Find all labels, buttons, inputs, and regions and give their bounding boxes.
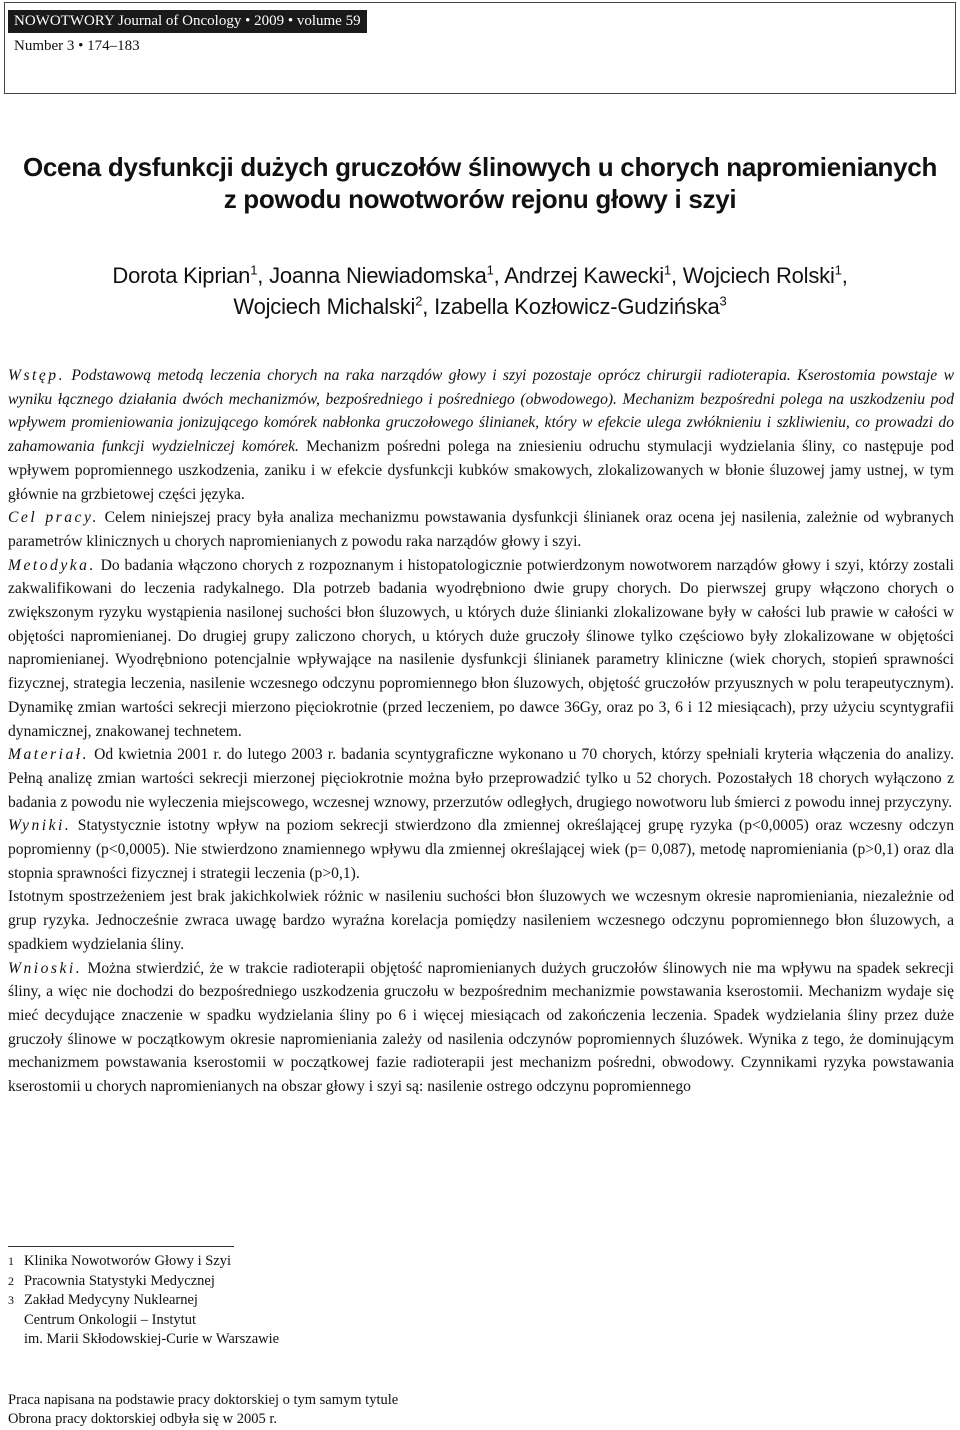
section-label: Wyniki.	[8, 817, 72, 835]
author-affiliation: 1	[250, 262, 258, 278]
thesis-note-line: Praca napisana na podstawie pracy doktorskiej o tym samym tytule	[8, 1392, 399, 1408]
author-separator: ,	[257, 263, 270, 288]
title-line-1: Ocena dysfunkcji dużych gruczołów ślinowych u chorych napromienianych	[22, 152, 938, 182]
footnote-text: Zakład Medycyny Nuklearnej	[24, 1292, 198, 1309]
section-label: Wnioski.	[8, 959, 83, 977]
author-name: Dorota Kiprian	[112, 263, 251, 288]
author-name: Joanna Niewiadomska	[269, 263, 487, 288]
author-separator: ,	[422, 294, 435, 319]
section-text: Od kwietnia 2001 r. do lutego 2003 r. badania scyntygraficzne wykonano u 70 chorych, którzy spełniali kryteria włączenia do analizy. Pełną analizę zmian wartości sekrecji mierzonej pięciokrotnie można było przeprowadzić tylko u 52 chorych. Pozostałych 18 chorych wyłączono z badania z powodu nie wyleczenia miejscowego, wczesnej wznowy, przerzutów odległych, drugiego nowotworu lub śmierci z powodu innej przyczyny.	[8, 746, 954, 811]
abstract-results-cont: Istotnym spostrzeżeniem jest brak jakichkolwiek różnic w nasileniu suchości błon śluzowych we wczesnym okresie napromieniania, niezależnie od grup ryzyka. Jednocześnie zwraca uwagę bardzo wyraźna korelacja pomiędzy nasileniem wczesnego odczynu popromiennego błon śluzowych, a spadkiem wydzielania śliny.	[8, 888, 954, 953]
authors-line-2	[0, 291, 960, 322]
author-name: Wojciech Rolski	[682, 263, 835, 288]
author-name: Izabella Kozłowicz-Gudzińska	[434, 294, 720, 319]
abstract-methods	[8, 554, 954, 744]
thesis-note-line: Obrona pracy doktorskiej odbyła się w 2005 r.	[8, 1411, 278, 1427]
abstract-aim	[8, 506, 954, 553]
section-text: Celem niniejszej pracy była analiza mechanizmu powstawania dysfunkcji ślinianek oraz ocena jej nasilenia, zależnie od wybranych parametrów klinicznych u chorych napromienianych z powodu raka narządów głowy i szyi.	[8, 509, 954, 550]
footnote-continuation: Centrum Onkologii – Instytut	[24, 1311, 196, 1328]
footnote-text: Pracownia Statystyki Medycznej	[24, 1272, 215, 1289]
section-label: Cel pracy.	[8, 509, 99, 527]
thesis-note	[8, 1391, 398, 1429]
title-line-2: z powodu nowotworów rejonu głowy i szyi	[223, 184, 737, 214]
section-text: Do badania włączono chorych z rozpoznanym i histopatologicznie potwierdzonym nowotworem narządów głowy i szyi, którzy zostali zakwalifikowani do leczenia radykalnego. Dla potrzeb badania wyodrębniono dwie grupy chorych. Do pierwszej grupy włączono chorych o zwiększonym ryzyku wystąpienia nasilonej suchości błon śluzowych, u których duże ślinianki zlokalizowane były w całości lub prawie w całości w objętości napromienianej. Do drugiej grupy zaliczono chorych, u których duże gruczoły ślinowe tylko częściowo były zlokalizowane w objętości napromienianej. Wyodrębniono potencjalnie wpływające na nasilenie dysfunkcji ślinianek parametry kliniczne (wiek chorych, stopień sprawności fizycznej, strategia leczenia, nasilenie wczesnego odczynu popromiennego błon śluzowych, objętość gruczołów przyusznych w polu terapeutycznym). Dynamikę zmian wartości sekrecji mierzono pięciokrotnie (przed leczeniem, po dawce 36Gy, oraz po 3, 6 i 12 miesiącach), przy użyciu scyntygrafii dynamicznej, znakowanej technetem.	[8, 556, 954, 740]
footnote-continuation: im. Marii Skłodowskiej-Curie w Warszawie	[24, 1331, 280, 1348]
section-label: Materiał.	[8, 746, 89, 764]
abstract	[8, 364, 954, 1099]
author-separator: ,	[841, 263, 848, 288]
author-affiliation: 1	[486, 262, 494, 278]
footnote	[8, 1272, 279, 1292]
author-name: Andrzej Kawecki	[504, 263, 664, 288]
footnote-number: 1	[8, 1254, 14, 1268]
author-affiliation: 3	[719, 293, 727, 309]
abstract-conclusions	[8, 957, 954, 1099]
footnote-text: Klinika Nowotworów Głowy i Szyi	[24, 1253, 232, 1269]
authors-line-1	[0, 260, 960, 291]
section-text: Mechanizm pośredni polega na zniesieniu odruchu stymulacji wydzielania śliny, co następuje pod wpływem popromiennego uszkodzenia, zaniku i w efekcie dysfunkcji kubków smakowych, zlokalizowanych w błonie śluzowej jamy ustnej, w tym głównie na grzbietowej części języka.	[8, 438, 954, 503]
section-label: Metodyka.	[8, 556, 96, 574]
author-affiliation: 2	[415, 293, 423, 309]
journal-issue: Number 3 • 174–183	[14, 38, 140, 54]
section-text: Statystycznie istotny wpływ na poziom sekrecji stwierdzono dla zmiennej określającej grupę ryzyka (p<0,0005) oraz wczesny odczyn popromienny (p<0,0005). Nie stwierdzono znamiennego wpływu dla zmiennej określającej wiek (p= 0,087), metodę napromieniania (p>0,1) oraz dla stopnia sprawności fizycznej i strategii leczenia (p>0,1).	[8, 817, 954, 882]
section-text: Można stwierdzić, że w trakcie radioterapii objętość napromienianych dużych gruczołów ślinowych nie ma wpływu na spadek sekrecji śliny, a więc nie dochodzi do bezpośredniego uszkodzenia gruczołu w bezpośrednim mechanizmie powstawania kserostomii. Mechanizm wydaje się mieć decydujące znaczenie w spadku wydzielania śliny po 6 i więcej miesiącach od zakończenia leczenia. Spadek wydzielania śliny przez duże gruczoły ślinowe w początkowym okresie napromieniania zależy od nasilenia odczynów popromiennych śluzówek. Wynika z tego, że dominującym mechanizmem powstawania kserostomii w początkowej fazie radioterapii jest mechanizm pośredni, obwodowy. Czynnikami ryzyka powstawania kserostomii u chorych napromienianych na obszar głowy i szyi są: nasilenie ostrego odczynu popromiennego	[8, 959, 954, 1096]
author-separator: ,	[670, 263, 683, 288]
author-separator: ,	[493, 263, 505, 288]
article-title	[0, 151, 960, 215]
section-label: Wstęp.	[8, 367, 66, 384]
footnote-number: 3	[8, 1293, 14, 1308]
footnotes	[8, 1252, 279, 1350]
abstract-material	[8, 743, 954, 814]
journal-name: NOWOTWORY Journal of Oncology • 2009 • volume 59	[8, 10, 367, 33]
footnote	[8, 1291, 279, 1311]
author-list	[0, 260, 960, 322]
author-name: Wojciech Michalski	[233, 294, 416, 319]
footnote	[8, 1252, 279, 1272]
section-text: Podstawową metodą leczenia chorych na raka narządów głowy i szyi pozostaje oprócz chirurgii radioterapia. Kserostomia powstaje w wyniku łącznego działania dwóch mechanizmów, bezpośredniego i pośredniego (obwodowego). Mechanizm bezpośredni polega na uszkodzeniu pod wpływem promieniowania jonizującego komórek nabłonka gruczołowego ślinianek, który w efekcie ulega zwłóknieniu i szkliwieniu, co prowadzi do zahamowania funkcji wydzielniczej komórek.	[8, 367, 954, 456]
footnote-divider	[8, 1246, 234, 1247]
abstract-introduction	[8, 364, 954, 506]
author-affiliation: 1	[834, 262, 842, 278]
footnote-number: 2	[8, 1273, 14, 1288]
author-affiliation: 1	[663, 262, 671, 278]
abstract-results	[8, 814, 954, 885]
